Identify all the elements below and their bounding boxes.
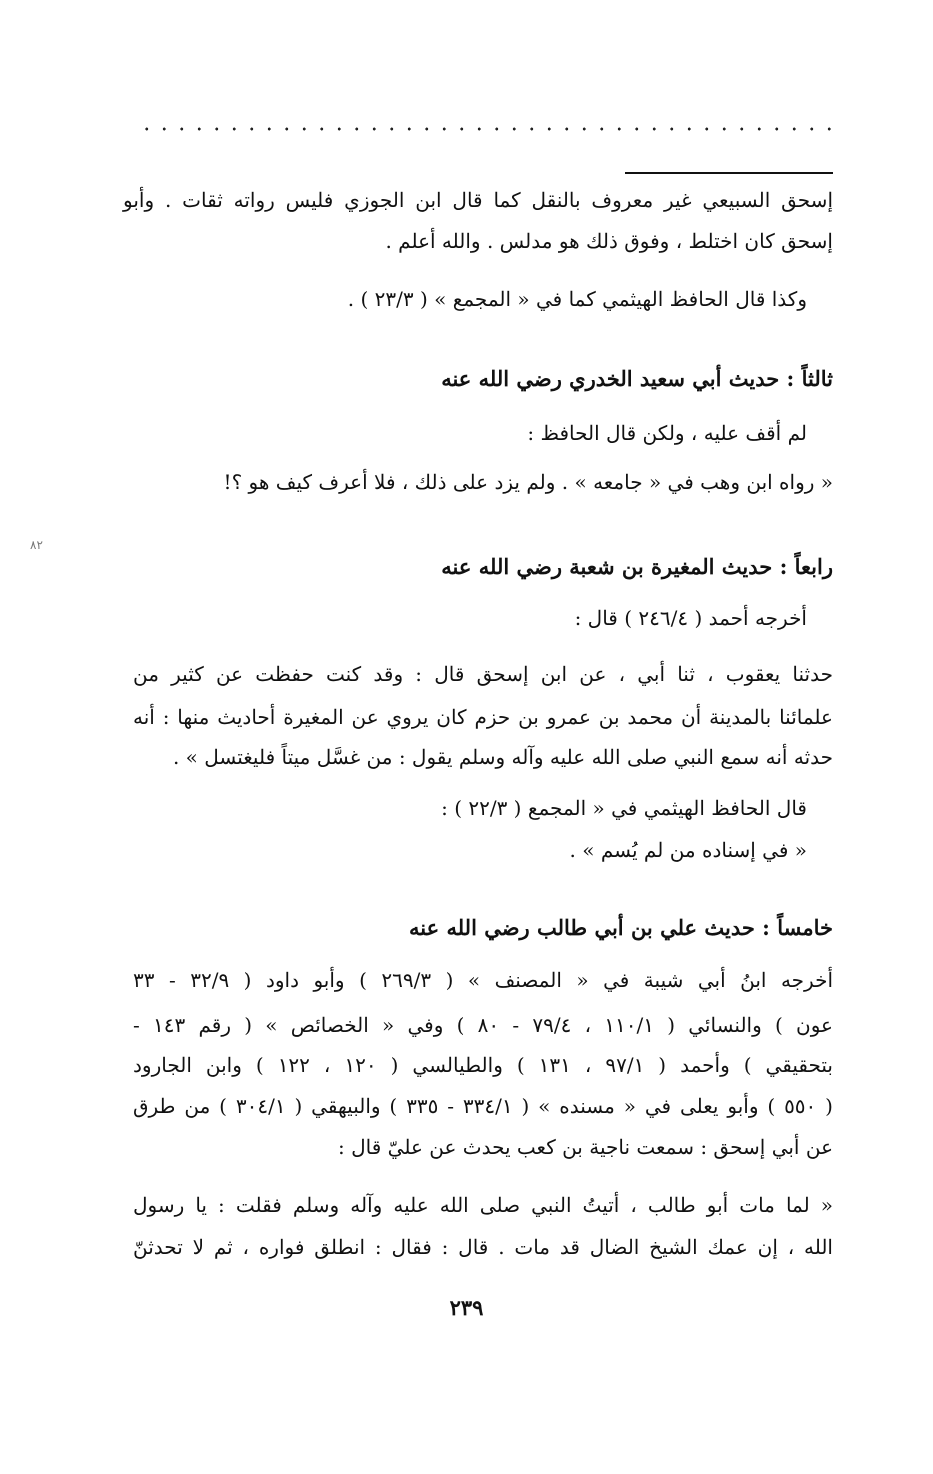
margin-mark: ٨٢: [30, 538, 43, 552]
footnote-line: إسحق كان اختلط ، وفوق ذلك هو مدلس . والله أعلم .: [385, 229, 833, 253]
page-number: ٢٣٩: [449, 1295, 484, 1320]
section4-text-line: علمائنا بالمدينة أن محمد بن عمرو بن حزم كان يروي عن المغيرة أحاديث منها : أنه: [133, 705, 833, 729]
section5-line: ( ٥٥٠ ) وأبو يعلى في « مسنده » ( ٣٣٤/١ - ٣٣٥ ) والبيهقي ( ٣٠٤/١ ) من طرق: [133, 1094, 833, 1118]
section3-line: لم أقف عليه ، ولكن قال الحافظ :: [527, 421, 807, 445]
section5-line: أخرجه ابنُ أبي شيبة في « المصنف » ( ٢٦٩/٣ ) وأبو داود ( ٣٢/٩ - ٣٣: [133, 968, 833, 992]
section4-text-line: حدثه أنه سمع النبي صلى الله عليه وآله وسلم يقول : من غسَّل ميتاً فليغتسل » .: [172, 745, 833, 769]
section4-intro: أخرجه أحمد ( ٢٤٦/٤ ) قال :: [574, 606, 807, 630]
section5-line: عون ) والنسائي ( ١١٠/١ ، ٧٩/٤ - ٨٠ ) وفي « الخصائص » ( رقم ١٤٣ -: [133, 1013, 833, 1037]
section5-quote-line: الله ، إن عمك الشيخ الضال قد مات . قال : فقال : انطلق فواره ، ثم لا تحدثنّ: [133, 1235, 833, 1259]
section-heading-5: خامساً : حديث علي بن أبي طالب رضي الله عنه: [409, 915, 833, 940]
section5-line: بتحقيقي ) وأحمد ( ٩٧/١ ، ١٣١ ) والطيالسي ( ١٢٠ ، ١٢٢ ) وابن الجارود: [133, 1053, 833, 1077]
section5-line: عن أبي إسحق : سمعت ناجية بن كعب يحدث عن عليّ قال :: [338, 1135, 833, 1159]
footnote-line: إسحق السبيعي غير معروف بالنقل كما قال ابن الجوزي فليس رواته ثقات . وأبو: [123, 188, 833, 212]
dotted-separator: [138, 126, 838, 132]
section4-text-line: حدثنا يعقوب ، ثنا أبي ، عن ابن إسحق قال : وقد كنت حفظت عن كثير من: [133, 662, 833, 686]
section-heading-4: رابعاً : حديث المغيرة بن شعبة رضي الله عنه: [441, 554, 833, 579]
footnote-rule: [625, 172, 833, 174]
footnote-note: وكذا قال الحافظ الهيثمي كما في « المجمع » ( ٢٣/٣ ) .: [347, 287, 807, 311]
section5-quote-line: « لما مات أبو طالب ، أتيتُ النبي صلى الله عليه وآله وسلم فقلت : يا رسول: [133, 1193, 833, 1217]
section4-quote-line: قال الحافظ الهيثمي في « المجمع ( ٢٢/٣ ) :: [441, 796, 807, 820]
section3-line: « رواه ابن وهب في « جامعه » . ولم يزد على ذلك ، فلا أعرف كيف هو ؟!: [223, 470, 833, 494]
section4-quote-line: « في إسناده من لم يُسم » .: [569, 838, 807, 862]
section-heading-3: ثالثاً : حديث أبي سعيد الخدري رضي الله عنه: [441, 366, 833, 391]
